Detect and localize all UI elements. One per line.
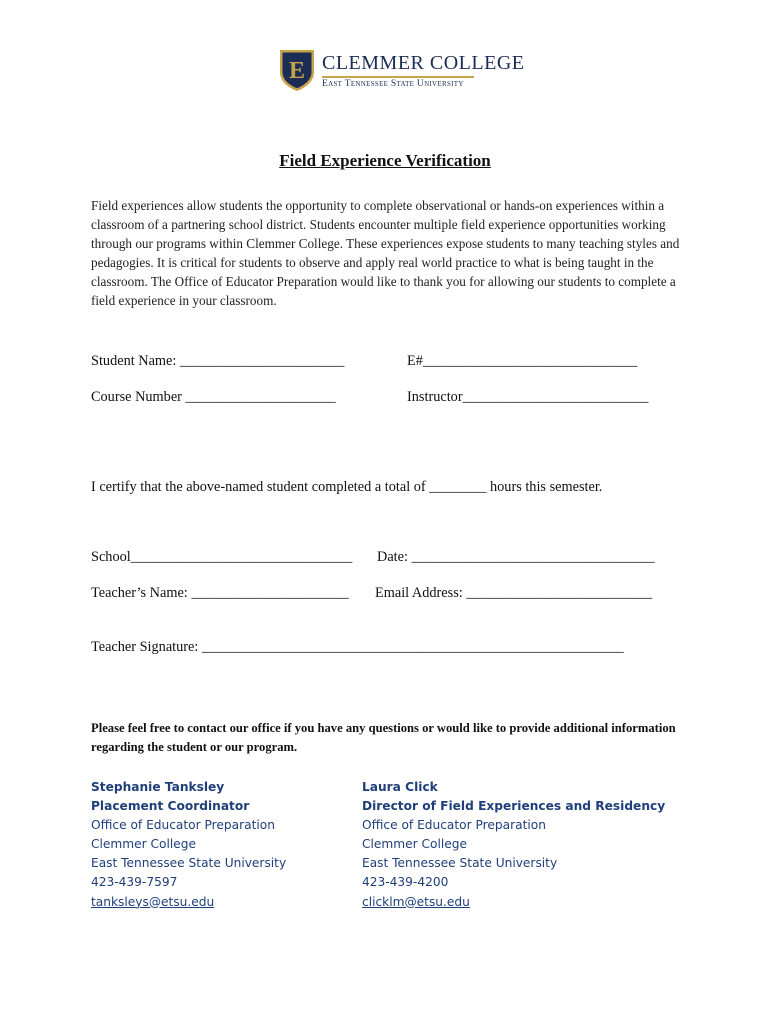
contact-card-click: [362, 778, 665, 912]
logo-subtitle: East Tennessee State University: [322, 79, 464, 89]
course-number-field[interactable]: Course Number _____________________: [91, 389, 336, 405]
contact-name: Stephanie Tanksley: [91, 780, 225, 794]
certification-hours-field[interactable]: I certify that the above-named student completed a total of ________ hours this semester.: [91, 479, 603, 495]
school-field[interactable]: School_______________________________: [91, 549, 353, 565]
contact-note: Please feel free to contact our office if you have any questions or would like to provide additional information regarding the student or our program.: [91, 721, 676, 754]
page-title: Field Experience Verification: [279, 151, 491, 170]
contact-email-link[interactable]: clicklm@etsu.edu: [362, 894, 470, 909]
contact-phone: 423-439-7597: [91, 875, 178, 890]
date-field[interactable]: Date: __________________________________: [377, 549, 655, 565]
email-address-field[interactable]: Email Address: __________________________: [375, 585, 653, 601]
contact-college: Clemmer College: [91, 837, 196, 852]
contact-role: Placement Coordinator: [91, 799, 250, 814]
contact-college: Clemmer College: [362, 837, 467, 852]
contact-phone: 423-439-4200: [362, 875, 449, 890]
logo-title: CLEMMER COLLEGE: [322, 52, 525, 74]
contact-university: East Tennessee State University: [362, 856, 558, 871]
contact-email-link[interactable]: tanksleys@etsu.edu: [91, 894, 215, 909]
contact-name: Laura Click: [362, 780, 438, 794]
contact-university: East Tennessee State University: [91, 856, 287, 871]
etsu-shield-icon: [278, 48, 316, 92]
shield-letter: E: [288, 58, 306, 84]
clemmer-college-logo: [278, 48, 525, 94]
e-number-field[interactable]: E#______________________________: [407, 353, 638, 369]
contact-office: Office of Educator Preparation: [91, 818, 275, 833]
contact-role: Director of Field Experiences and Residency: [362, 799, 666, 814]
contact-office: Office of Educator Preparation: [362, 818, 546, 833]
teacher-signature-field[interactable]: Teacher Signature: ___________________________________________________________: [91, 639, 624, 655]
instructor-field[interactable]: Instructor__________________________: [407, 389, 649, 405]
intro-paragraph: Field experiences allow students the opportunity to complete observational or hands-on experiences within a classroom of a partnering school district. Students encounter multiple field experience opportunities working through our programs within Clemmer College. These experiences expose students to many teaching styles and pedagogies. It is critical for students to observe and apply real world practice to what is being taught in the classroom. The Office of Educator Preparation would like to thank you for allowing our students to complete a field experience in your classroom.: [91, 198, 680, 308]
contact-card-tanksley: [91, 778, 286, 912]
teacher-name-field[interactable]: Teacher’s Name: ______________________: [91, 585, 349, 601]
student-name-field[interactable]: Student Name: _______________________: [91, 353, 345, 369]
logo-divider: [322, 76, 474, 78]
